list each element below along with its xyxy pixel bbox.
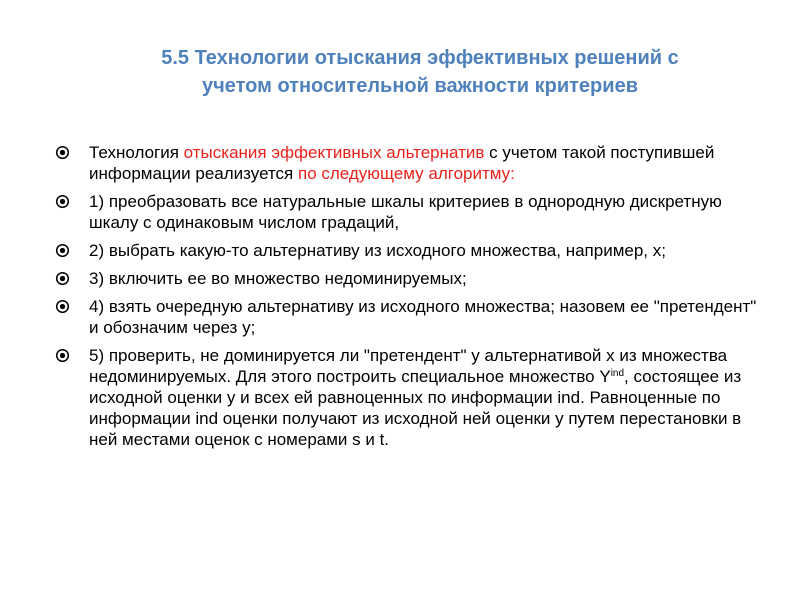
bullet-item-step-3: [52, 268, 762, 289]
bullet-text: 2) выбрать какую-то альтернативу из исходного множества, например, x;: [89, 241, 666, 260]
superscript-ind: ind: [610, 368, 625, 379]
bullet-text: 1) преобразовать все натуральные шкалы критериев в однородную дискретную шкалу с одинаковым числом градаций,: [89, 192, 722, 232]
bullet-item-intro: [52, 142, 762, 184]
circled-dot-icon: [55, 243, 70, 258]
bullet-text: Технология: [89, 143, 184, 162]
bullet-item-step-5: [52, 345, 762, 450]
circled-dot-icon: [55, 299, 70, 314]
bullet-text: 4) взять очередную альтернативу из исходного множества; назовем ее "претендент" и обозначим через y;: [89, 297, 757, 337]
slide-title: [100, 44, 740, 100]
bullet-text: 3) включить ее во множество недоминируемых;: [89, 269, 467, 288]
bullet-text: 5) проверить, не доминируется ли "претендент" y альтернативой x из множества недоминируемых. Для этого построить специальное множество Y: [89, 346, 728, 386]
highlight-text: по следующему алгоритму:: [297, 164, 515, 183]
title-line-2: учетом относительной важности критериев: [202, 75, 638, 97]
circled-dot-icon: [55, 348, 70, 363]
bullet-item-step-1: [52, 191, 762, 233]
bullet-text: с учетом такой поступившей информации реализуется: [89, 143, 715, 183]
bullet-text: , состоящее из исходной оценки y и всех ей равноценных по информации ind. Равноценные по информации ind оценки получают из исходной ней оценки y путем перестановки в ней местами оценок с номерами s и t.: [89, 367, 742, 449]
circled-dot-icon: [55, 194, 70, 209]
highlight-text: отыскания эффективных альтернатив: [183, 143, 485, 162]
bullet-list: [52, 142, 762, 457]
circled-dot-icon: [55, 145, 70, 160]
bullet-item-step-2: [52, 240, 762, 261]
circled-dot-icon: [55, 271, 70, 286]
title-line-1: 5.5 Технологии отыскания эффективных решений с: [161, 47, 679, 69]
bullet-item-step-4: [52, 296, 762, 338]
